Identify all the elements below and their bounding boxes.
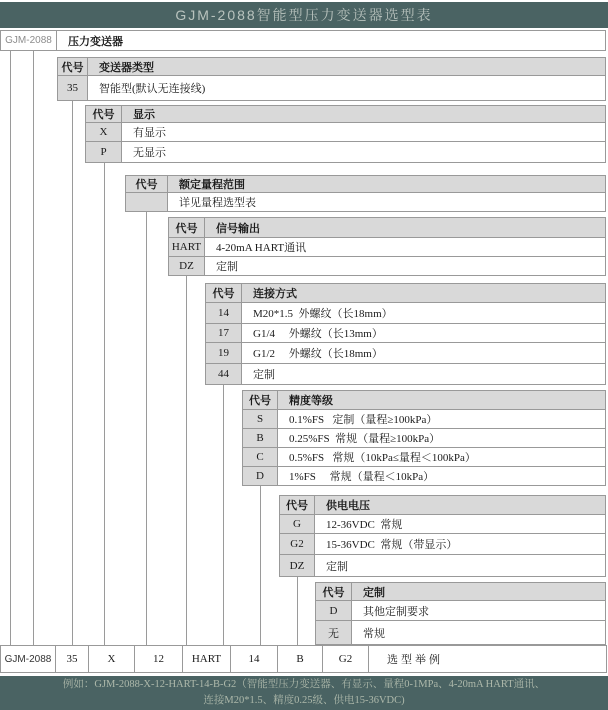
level-6-option-2-code: DZ xyxy=(279,554,315,577)
level-4-option-3-code: 44 xyxy=(205,363,242,385)
connector-line-8 xyxy=(297,577,298,646)
page-title: GJM-2088智能型压力变送器选型表 xyxy=(0,2,608,28)
level-1-option-1-code: P xyxy=(85,141,122,163)
level-4-option-2-code: 19 xyxy=(205,342,242,364)
level-1-header: 显示 xyxy=(121,105,606,123)
footer-note xyxy=(0,676,608,710)
level-0-header: 变送器类型 xyxy=(87,57,606,76)
level-0-option-0-code: 35 xyxy=(57,75,88,101)
level-7-option-0-desc: 其他定制要求 xyxy=(351,600,606,621)
level-4-option-0-desc: M20*1.5 外螺纹（长18mm） xyxy=(241,302,606,324)
level-2-option-0-desc: 详见量程选型表 xyxy=(167,192,606,212)
level-5-code-label: 代号 xyxy=(242,390,278,410)
level-6-option-0-desc: 12-36VDC 常规 xyxy=(314,514,606,534)
level-5-option-1-desc: 0.25%FS 常规（量程≥100kPa） xyxy=(277,428,606,448)
summary-cell-4: HART xyxy=(182,645,231,673)
level-3-header: 信号输出 xyxy=(204,217,606,238)
level-5-header: 精度等级 xyxy=(277,390,606,410)
level-5-option-2-code: C xyxy=(242,447,278,467)
level-5-option-0-code: S xyxy=(242,409,278,429)
footer-line2: 连接M20*1.5、精度0.25级、供电15-36VDC) xyxy=(203,695,405,706)
level-4-header: 连接方式 xyxy=(241,283,606,303)
level-2-header: 额定量程范围 xyxy=(167,175,606,193)
summary-cell-6: B xyxy=(277,645,323,673)
level-1-option-1-desc: 无显示 xyxy=(121,141,606,163)
connector-line-3 xyxy=(104,163,105,646)
summary-cell-0: GJM-2088 xyxy=(0,645,56,673)
level-4-code-label: 代号 xyxy=(205,283,242,303)
level-3-option-0-desc: 4-20mA HART通讯 xyxy=(204,237,606,257)
level-3-code-label: 代号 xyxy=(168,217,205,238)
level-3-option-1-desc: 定制 xyxy=(204,256,606,276)
footer-line1: 例如：GJM-2088-X-12-HART-14-B-G2（智能型压力变送器、有显示、量程0-1MPa、4-20mA HART通讯、 xyxy=(62,679,546,690)
level-4-option-1-desc: G1/4 外螺纹（长13mm） xyxy=(241,323,606,343)
summary-cell-1: 35 xyxy=(55,645,89,673)
summary-cell-3: 12 xyxy=(134,645,183,673)
level-1-option-0-code: X xyxy=(85,122,122,142)
level-5-option-3-desc: 1%FS 常规（量程＜10kPa） xyxy=(277,466,606,486)
level-4-option-1-code: 17 xyxy=(205,323,242,343)
level-5-option-0-desc: 0.1%FS 定制（量程≥100kPa） xyxy=(277,409,606,429)
summary-label: 选型举例 xyxy=(368,645,607,673)
product-name-cell: 压力变送器 xyxy=(56,30,606,51)
level-5-option-3-code: D xyxy=(242,466,278,486)
connector-line-2 xyxy=(72,101,73,646)
connector-line-1 xyxy=(33,51,34,646)
connector-line-6 xyxy=(223,385,224,646)
level-4-option-0-code: 14 xyxy=(205,302,242,324)
level-4-option-3-desc: 定制 xyxy=(241,363,606,385)
level-1-code-label: 代号 xyxy=(85,105,122,123)
level-6-option-1-code: G2 xyxy=(279,533,315,555)
level-7-option-1-code: 无 xyxy=(315,620,352,645)
level-7-header: 定制 xyxy=(351,582,606,601)
level-6-code-label: 代号 xyxy=(279,495,315,515)
level-7-code-label: 代号 xyxy=(315,582,352,601)
level-2-code-label: 代号 xyxy=(125,175,168,193)
level-6-option-0-code: G xyxy=(279,514,315,534)
level-1-option-0-desc: 有显示 xyxy=(121,122,606,142)
level-3-option-0-code: HART xyxy=(168,237,205,257)
level-4-option-2-desc: G1/2 外螺纹（长18mm） xyxy=(241,342,606,364)
level-2-option-0-code xyxy=(125,192,168,212)
level-7-option-1-desc: 常规 xyxy=(351,620,606,645)
level-6-option-1-desc: 15-36VDC 常规（带显示） xyxy=(314,533,606,555)
model-cell: GJM-2088 xyxy=(0,30,57,51)
summary-cell-5: 14 xyxy=(230,645,278,673)
level-5-option-1-code: B xyxy=(242,428,278,448)
summary-cell-2: X xyxy=(88,645,135,673)
level-7-option-0-code: D xyxy=(315,600,352,621)
summary-cell-7: G2 xyxy=(322,645,369,673)
level-0-code-label: 代号 xyxy=(57,57,88,76)
level-3-option-1-code: DZ xyxy=(168,256,205,276)
connector-line-5 xyxy=(186,276,187,646)
level-6-option-2-desc: 定制 xyxy=(314,554,606,577)
connector-line-7 xyxy=(260,486,261,646)
level-6-header: 供电电压 xyxy=(314,495,606,515)
connector-line-4 xyxy=(146,212,147,646)
level-0-option-0-desc: 智能型(默认无连接线) xyxy=(87,75,606,101)
connector-line-0 xyxy=(10,51,11,646)
level-5-option-2-desc: 0.5%FS 常规（10kPa≤量程＜100kPa） xyxy=(277,447,606,467)
